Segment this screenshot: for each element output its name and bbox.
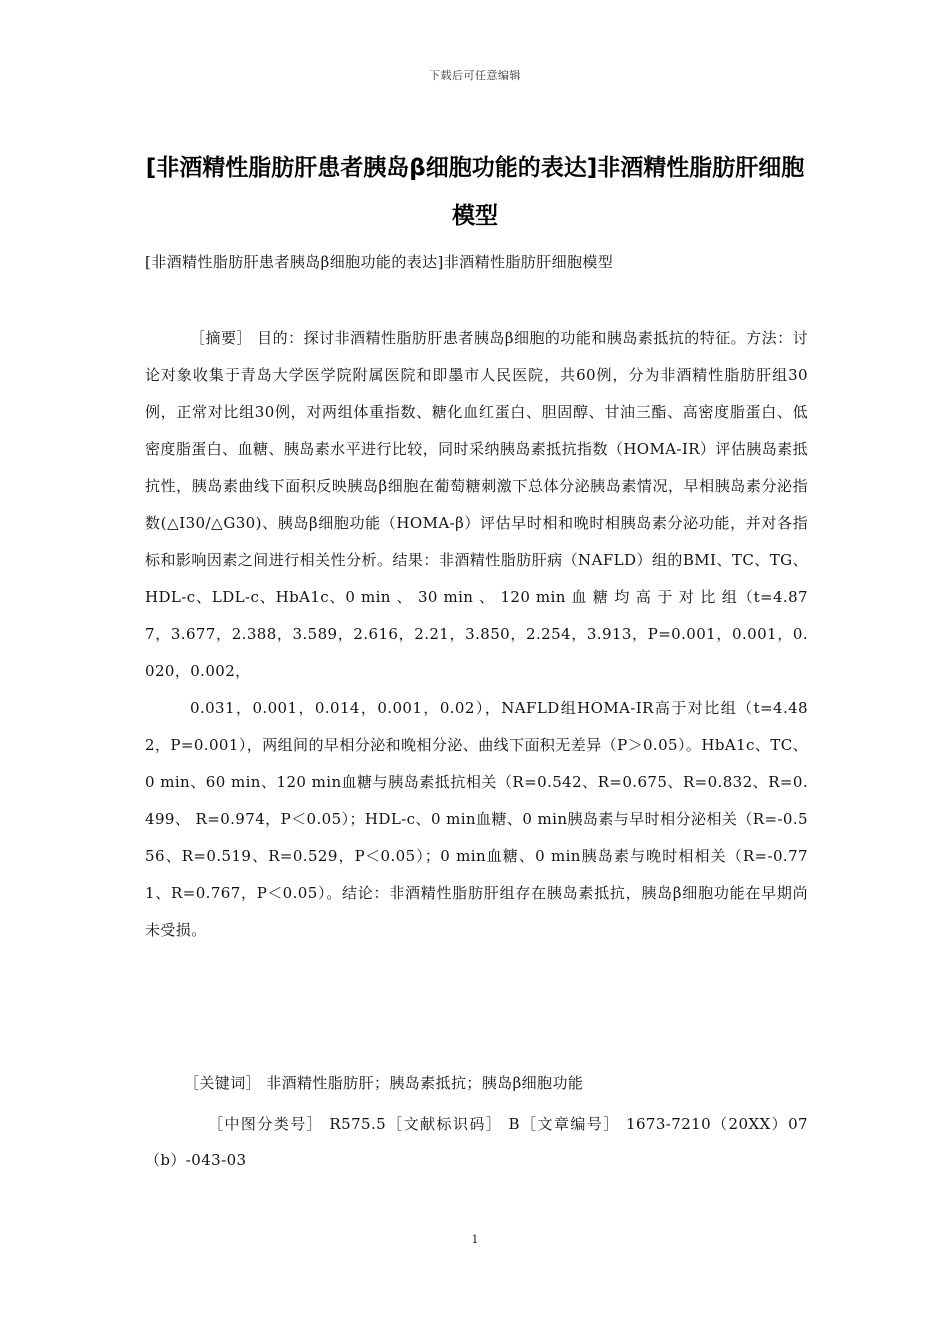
abstract-paragraph-1: ［摘要］ 目的：探讨非酒精性脂肪肝患者胰岛β细胞的功能和胰岛素抵抗的特征。方法：讨论对象收集于青岛大学医学院附属医院和即墨市人民医院，共60例，分为非酒精性脂肪肝组30例，正常对比组30例，对两组体重指数、糖化血红蛋白、胆固醇、甘油三酯、高密度脂蛋白、低密度脂蛋白、血糖、胰岛素水平进行比较，同时采纳胰岛素抵抗指数（HOMA-IR）评估胰岛素抵抗性，胰岛素曲线下面积反映胰岛β细胞在葡萄糖刺激下总体分泌胰岛素情况，早相胰岛素分泌指数(△I30/△G30)、胰岛β细胞功能（HOMA-β）评估早时相和晚时相胰岛素分泌功能，并对各指标和影响因素之间进行相关性分析。结果：非酒精性脂肪肝病（NAFLD）组的BMI、TC、TG、HDL-c、LDL-c、HbA1c、0 min 、 30 min 、 120 min 血 糖 均 高 于 对 比 组（t=4.877，3.677，2.388，3.589，2.616，2.21，3.850，2.254，3.913，P=0.001，0.001，0.020，0.002， xyxy=(145,329,808,680)
abstract xyxy=(145,320,808,949)
keywords: ［关键词］ 非酒精性脂肪肝；胰岛素抵抗；胰岛β细胞功能 xyxy=(184,1074,584,1092)
header-note: 下载后可任意编辑 xyxy=(429,69,521,82)
classification-line: ［中图分类号］ R575.5［文献标识码］ B［文章编号］ 1673-7210（20XX）07（b）-043-03 xyxy=(145,1115,808,1169)
document-title: [非酒精性脂肪肝患者胰岛β细胞功能的表达]非酒精性脂肪肝细胞模型 xyxy=(145,155,805,229)
page-number: 1 xyxy=(471,1233,479,1246)
document-subtitle: [非酒精性脂肪肝患者胰岛β细胞功能的表达]非酒精性脂肪肝细胞模型 xyxy=(145,253,614,271)
abstract-paragraph-2: 0.031，0.001，0.014，0.001，0.02），NAFLD组HOMA-IR高于对比组（t=4.482，P=0.001），两组间的早相分泌和晚相分泌、曲线下面积无差异（P＞0.05）。HbA1c、TC、0 min、60 min、120 min血糖与胰岛素抵抗相关（R=0.542、R=0.675、R=0.832、R=0.499、 R=0.974，P＜0.05）；HDL-c、0 min血糖、0 min胰岛素与早时相分泌相关（R=-0.556、R=0.519、R=0.529，P＜0.05）；0 min血糖、0 min胰岛素与晚时相相关（R=-0.771、R=0.767，P＜0.05）。结论：非酒精性脂肪肝组存在胰岛素抵抗，胰岛β细胞功能在早期尚未受损。 xyxy=(145,699,808,939)
